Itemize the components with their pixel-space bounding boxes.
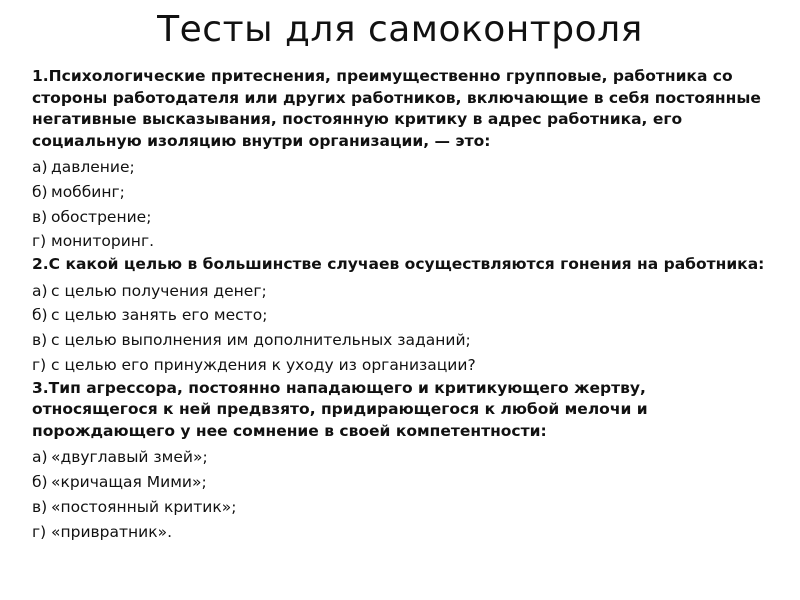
slide-title: Тесты для самоконтроля [157, 9, 643, 50]
answer-options [32, 445, 772, 544]
option-marker: б) [32, 473, 48, 492]
question-text: 3.Тип агрессора, постоянно нападающего и критикующего жертву, относящегося к ней предвзято, придирающегося к любой мелочи и порождающего у нее сомнение в своей компетентности: [32, 378, 648, 440]
answer-option [32, 303, 772, 328]
option-marker: б) [32, 182, 48, 201]
answer-options [32, 155, 772, 254]
answer-option [32, 495, 772, 520]
option-marker: а) [32, 448, 48, 467]
answer-option [32, 353, 772, 378]
option-text: с целью получения денег; [51, 281, 267, 300]
option-text: с целью выполнения им дополнительных заданий; [51, 331, 471, 350]
option-marker: г) [32, 356, 47, 375]
option-marker: а) [32, 158, 48, 176]
option-text: обострение; [51, 207, 152, 226]
answer-option [32, 155, 772, 180]
question-text: 1.Психологические притеснения, преимущественно групповые, работника со стороны работодателя или других работников, включающие в себя постоянные негативные высказывания, постоянную критику в адрес работника, его социальную изоляцию внутри организации, — это: [32, 67, 761, 150]
option-marker: б) [32, 306, 48, 325]
answer-option [32, 180, 772, 205]
slide-content [32, 66, 772, 545]
option-marker: в) [32, 331, 48, 350]
option-text: «постоянный критик»; [51, 497, 237, 516]
answer-option [32, 205, 772, 230]
option-text: мониторинг. [51, 232, 155, 251]
option-marker: г) [32, 232, 47, 251]
answer-option [32, 279, 772, 304]
option-text: давление; [51, 158, 135, 176]
option-marker: в) [32, 497, 48, 516]
answer-option [32, 229, 772, 254]
option-text: «привратник». [51, 522, 173, 541]
question-block [32, 66, 772, 254]
option-marker: а) [32, 281, 48, 300]
option-text: с целью занять его место; [51, 306, 268, 325]
option-marker: в) [32, 207, 48, 226]
option-marker: г) [32, 522, 47, 541]
answer-option [32, 470, 772, 495]
option-text: с целью его принуждения к уходу из организации? [51, 356, 476, 375]
question-text: 2.С какой целью в большинстве случаев осуществляются гонения на работника: [32, 255, 765, 274]
option-text: «кричащая Мими»; [51, 473, 207, 492]
option-text: «двуглавый змей»; [51, 448, 208, 467]
question-block [32, 254, 772, 378]
answer-options [32, 279, 772, 378]
option-text: моббинг; [51, 182, 125, 201]
answer-option [32, 445, 772, 470]
question-block [32, 378, 772, 545]
answer-option [32, 520, 772, 545]
answer-option [32, 328, 772, 353]
